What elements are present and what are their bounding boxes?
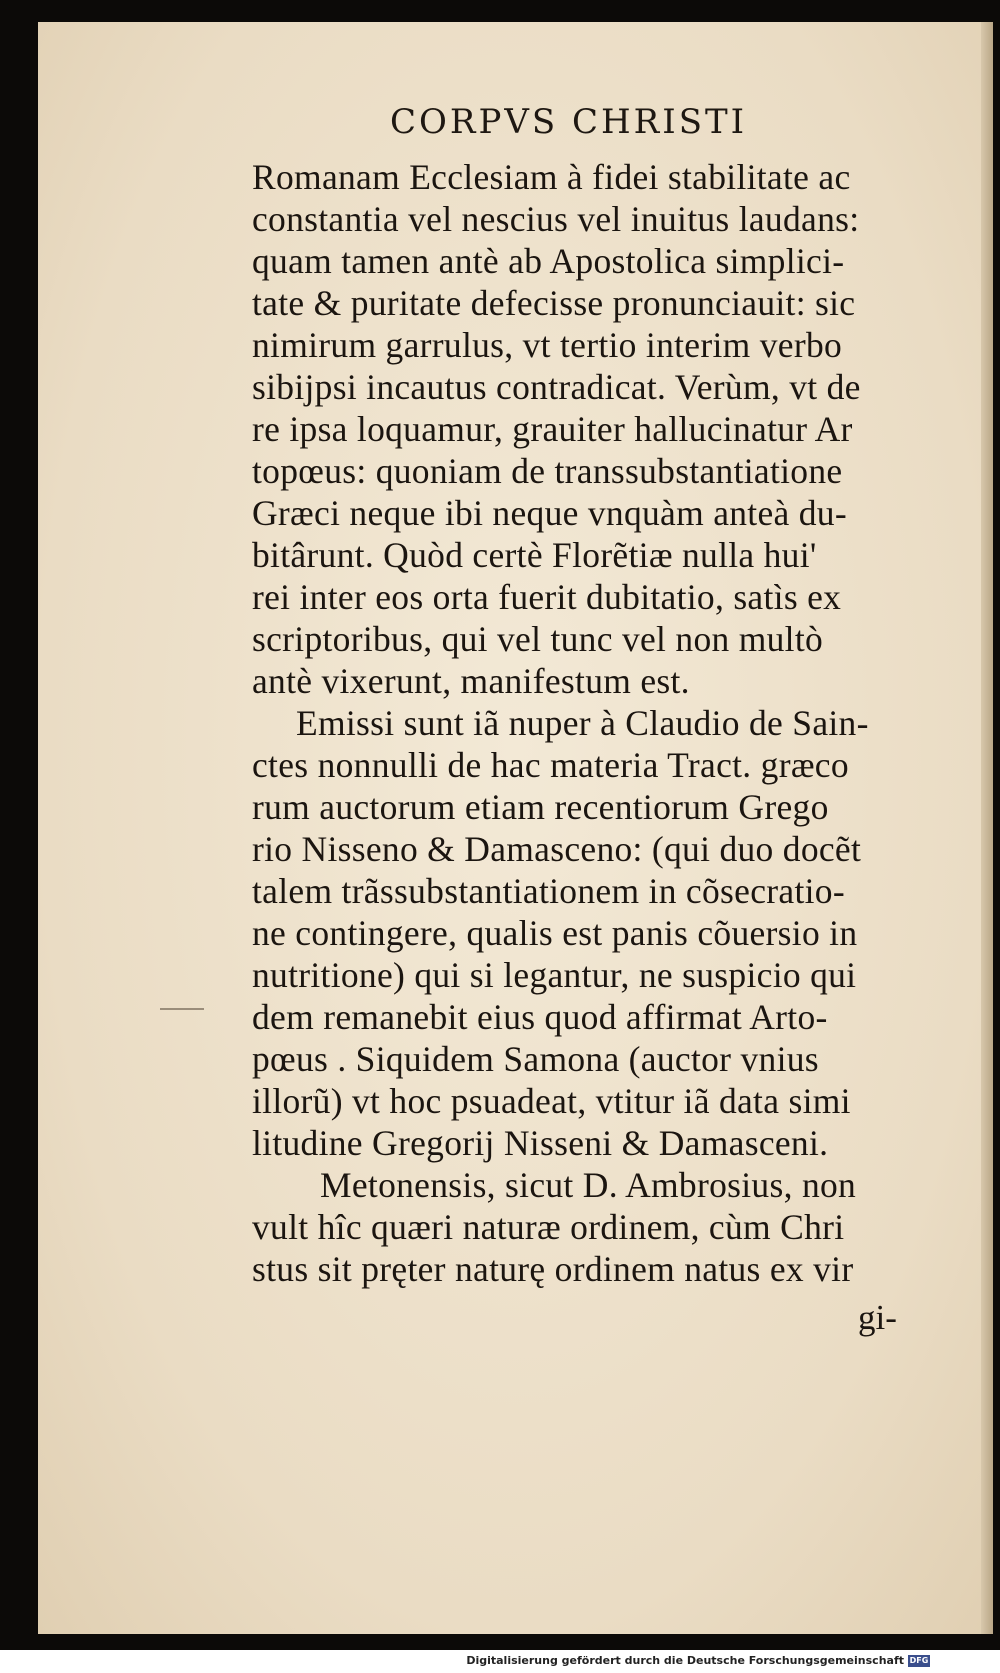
text-line: pœus . Siquidem Samona (auctor vnius: [252, 1039, 819, 1079]
running-head: CORPVS CHRISTI: [390, 102, 748, 142]
text-line: Græci neque ibi neque vnquàm anteà du-: [252, 493, 847, 533]
text-line: tate & puritate defecisse pronunciauit: sic: [252, 283, 856, 323]
dfg-logo: DFG: [909, 1656, 929, 1665]
text-line: litudine Gregorij Nisseni & Damasceni.: [252, 1123, 829, 1163]
text-line: re ipsa loquamur, grauiter hallucinatur Ar: [252, 409, 853, 449]
text-line: nimirum garrulus, vt tertio interim verbo: [252, 325, 843, 365]
text-line: dem remanebit eius quod affirmat Arto-: [252, 997, 828, 1037]
digitization-credit: Digitalisierung gefördert durch die Deutsche Forschungsgemeinschaft: [466, 1654, 904, 1667]
text-line: scriptoribus, qui vel tunc vel non multò: [252, 619, 824, 659]
text-line: nutritione) qui si legantur, ne suspicio qui: [252, 955, 857, 995]
text-line: Emissi sunt iã nuper à Claudio de Sain-: [296, 703, 869, 743]
body-text: [252, 156, 932, 1290]
text-line: Metonensis, sicut D. Ambrosius, non: [320, 1165, 857, 1205]
margin-mark: [160, 1008, 204, 1010]
text-line: illorũ) vt hoc psuadeat, vtitur iã data simi: [252, 1081, 851, 1121]
text-line: bitârunt. Quòd certè Florẽtiæ nulla hui': [252, 535, 817, 575]
text-line: ctes nonnulli de hac materia Tract. græco: [252, 745, 849, 785]
page-edge: [981, 22, 993, 1634]
text-line: rei inter eos orta fuerit dubitatio, satìs ex: [252, 577, 842, 617]
text-line: stus sit pręter naturę ordinem natus ex vir: [252, 1249, 854, 1289]
text-line: talem trãssubstantiationem in cõsecratio-: [252, 871, 845, 911]
text-line: antè vixerunt, manifestum est.: [252, 661, 690, 701]
text-line: Romanam Ecclesiam à fidei stabilitate ac: [252, 157, 851, 197]
text-line: topœus: quoniam de transsubstantiatione: [252, 451, 843, 491]
text-line: constantia vel nescius vel inuitus laudans:: [252, 199, 860, 239]
text-line: vult hîc quæri naturæ ordinem, cùm Chri: [252, 1207, 845, 1247]
text-line: quam tamen antè ab Apostolica simplici-: [252, 241, 845, 281]
text-line: ne contingere, qualis est panis cõuersio in: [252, 913, 858, 953]
text-line: sibijpsi incautus contradicat. Verùm, vt de: [252, 367, 861, 407]
text-line: rum auctorum etiam recentiorum Grego: [252, 787, 829, 827]
catchword: gi-: [858, 1298, 897, 1337]
text-line: rio Nisseno & Damasceno: (qui duo docẽt: [252, 829, 862, 869]
